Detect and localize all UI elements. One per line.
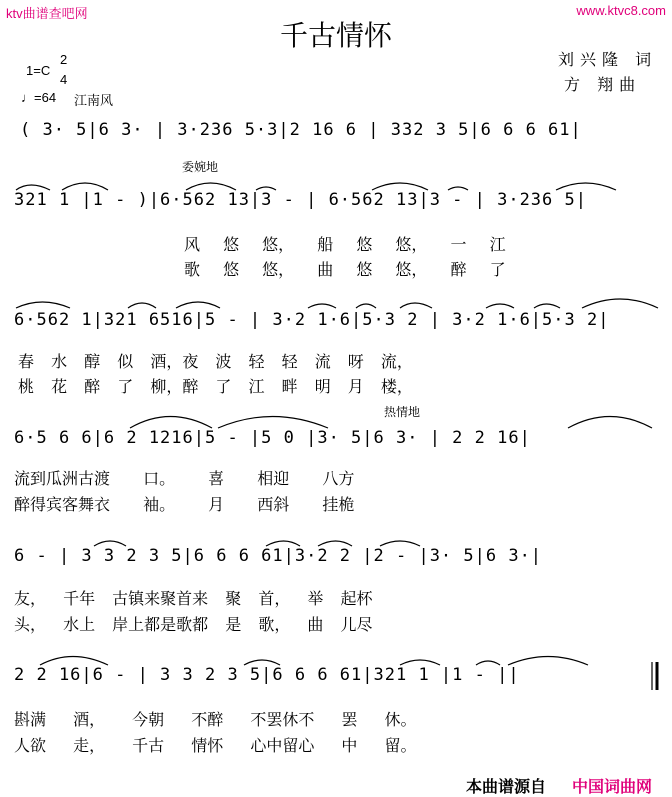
- slur-arc: [534, 304, 560, 308]
- expression-mark-gentle: 委婉地: [182, 160, 219, 174]
- notation-row-1: ( 3· 5|6 3· | 3·236 5·3|2 16 6 | 332 3 5|6 6 6 61|: [20, 120, 582, 140]
- slur-arc: [186, 183, 236, 190]
- lyric-row-6-verse-1: 斟满 酒， 今朝 不醉 不罢休不 罢 休。: [14, 710, 417, 729]
- footer-site-link[interactable]: 中国词曲网: [572, 779, 653, 796]
- slur-arc: [318, 541, 352, 546]
- lyric-row-2-verse-1: 风 悠 悠， 船 悠 悠， 一 江: [184, 235, 506, 254]
- footer-source-label: 本曲谱源自: [466, 779, 547, 796]
- slur-arc: [40, 657, 108, 666]
- lyric-row-5-verse-2: 头， 水上 岸上都是歌都 是 歌， 曲 儿尽: [14, 615, 373, 634]
- lyric-row-5-verse-1: 友， 千年 古镇来聚首来 聚 首， 举 起杯: [14, 589, 373, 608]
- expression-mark-passionate: 热情地: [384, 405, 421, 419]
- song-title: 千古情怀: [279, 19, 392, 52]
- lyricist-credit: 刘兴隆 词: [558, 50, 658, 69]
- slur-arc: [486, 304, 514, 308]
- slur-arc: [244, 660, 280, 665]
- lyric-row-4-verse-2: 醉得宾客舞衣 袖。 月 西斜 挂桅: [14, 495, 355, 514]
- lyric-row-6-verse-2: 人欲 走， 千古 情怀 心中留心 中 留。: [14, 736, 417, 755]
- time-signature-bottom: 4: [60, 72, 68, 87]
- slur-arc: [372, 183, 428, 190]
- slur-arc: [266, 541, 300, 546]
- slur-arc: [400, 660, 440, 665]
- slur-arc: [16, 185, 50, 190]
- slur-arc: [380, 541, 420, 546]
- slur-arc: [568, 417, 652, 429]
- watermark-left: ktv曲谱查吧网: [6, 6, 88, 21]
- slur-arc: [400, 303, 432, 308]
- slur-arc: [16, 302, 70, 308]
- slur-arc: [508, 657, 588, 666]
- notation-row-2: 321 1 |1 - )|6·562 13|3 - | 6·562 13|3 - | 3·236 5|: [14, 190, 587, 210]
- slur-arc: [476, 661, 500, 665]
- slur-arc: [128, 303, 156, 308]
- lyric-row-3-verse-2: 桃 花 醉 了 柳，醉 了 江 畔 明 月 楼，: [18, 377, 413, 396]
- style-marking: 江南风: [74, 93, 114, 108]
- slur-arc: [448, 187, 468, 190]
- slur-arc: [556, 183, 616, 190]
- slur-arc: [130, 417, 212, 429]
- lyric-row-3-verse-1: 春 水 醇 似 酒，夜 波 轻 轻 流 呀 流，: [18, 352, 413, 371]
- notation-row-3: 6·562 1|321 6516|5 - | 3·2 1·6|5·3 2 | 3·2 1·6|5·3 2|: [14, 310, 610, 330]
- lyric-row-4-verse-1: 流到瓜洲古渡 口。 喜 相迎 八方: [14, 469, 355, 488]
- slur-arc: [218, 417, 328, 429]
- notation-row-4: 6·5 6 6|6 2 1216|5 - |5 0 |3· 5|6 3· | 2 2 16|: [14, 428, 531, 448]
- slur-arc: [582, 299, 658, 308]
- lyric-row-2-verse-2: 歌 悠 悠， 曲 悠 悠， 醉 了: [184, 260, 506, 279]
- tempo-marking: ♩=64: [21, 90, 57, 105]
- slur-arc: [256, 187, 276, 190]
- notation-row-5: 6 - | 3 3 2 3 5|6 6 6 61|3·2 2 |2 - |3· 5|6 3·|: [14, 546, 543, 566]
- slur-arc: [62, 183, 108, 190]
- slur-arc: [94, 541, 126, 546]
- watermark-right: www.ktvc8.com: [576, 3, 666, 18]
- notation-row-6: 2 2 16|6 - | 3 3 2 3 5|6 6 6 61|321 1 |1 - ||: [14, 665, 520, 685]
- slur-arc: [356, 304, 376, 308]
- key-signature: 1=C: [26, 63, 51, 78]
- slur-arc: [308, 304, 336, 308]
- composer-credit: 方 翔曲: [564, 75, 642, 94]
- time-signature-top: 2: [60, 52, 68, 67]
- slur-arc: [176, 302, 220, 308]
